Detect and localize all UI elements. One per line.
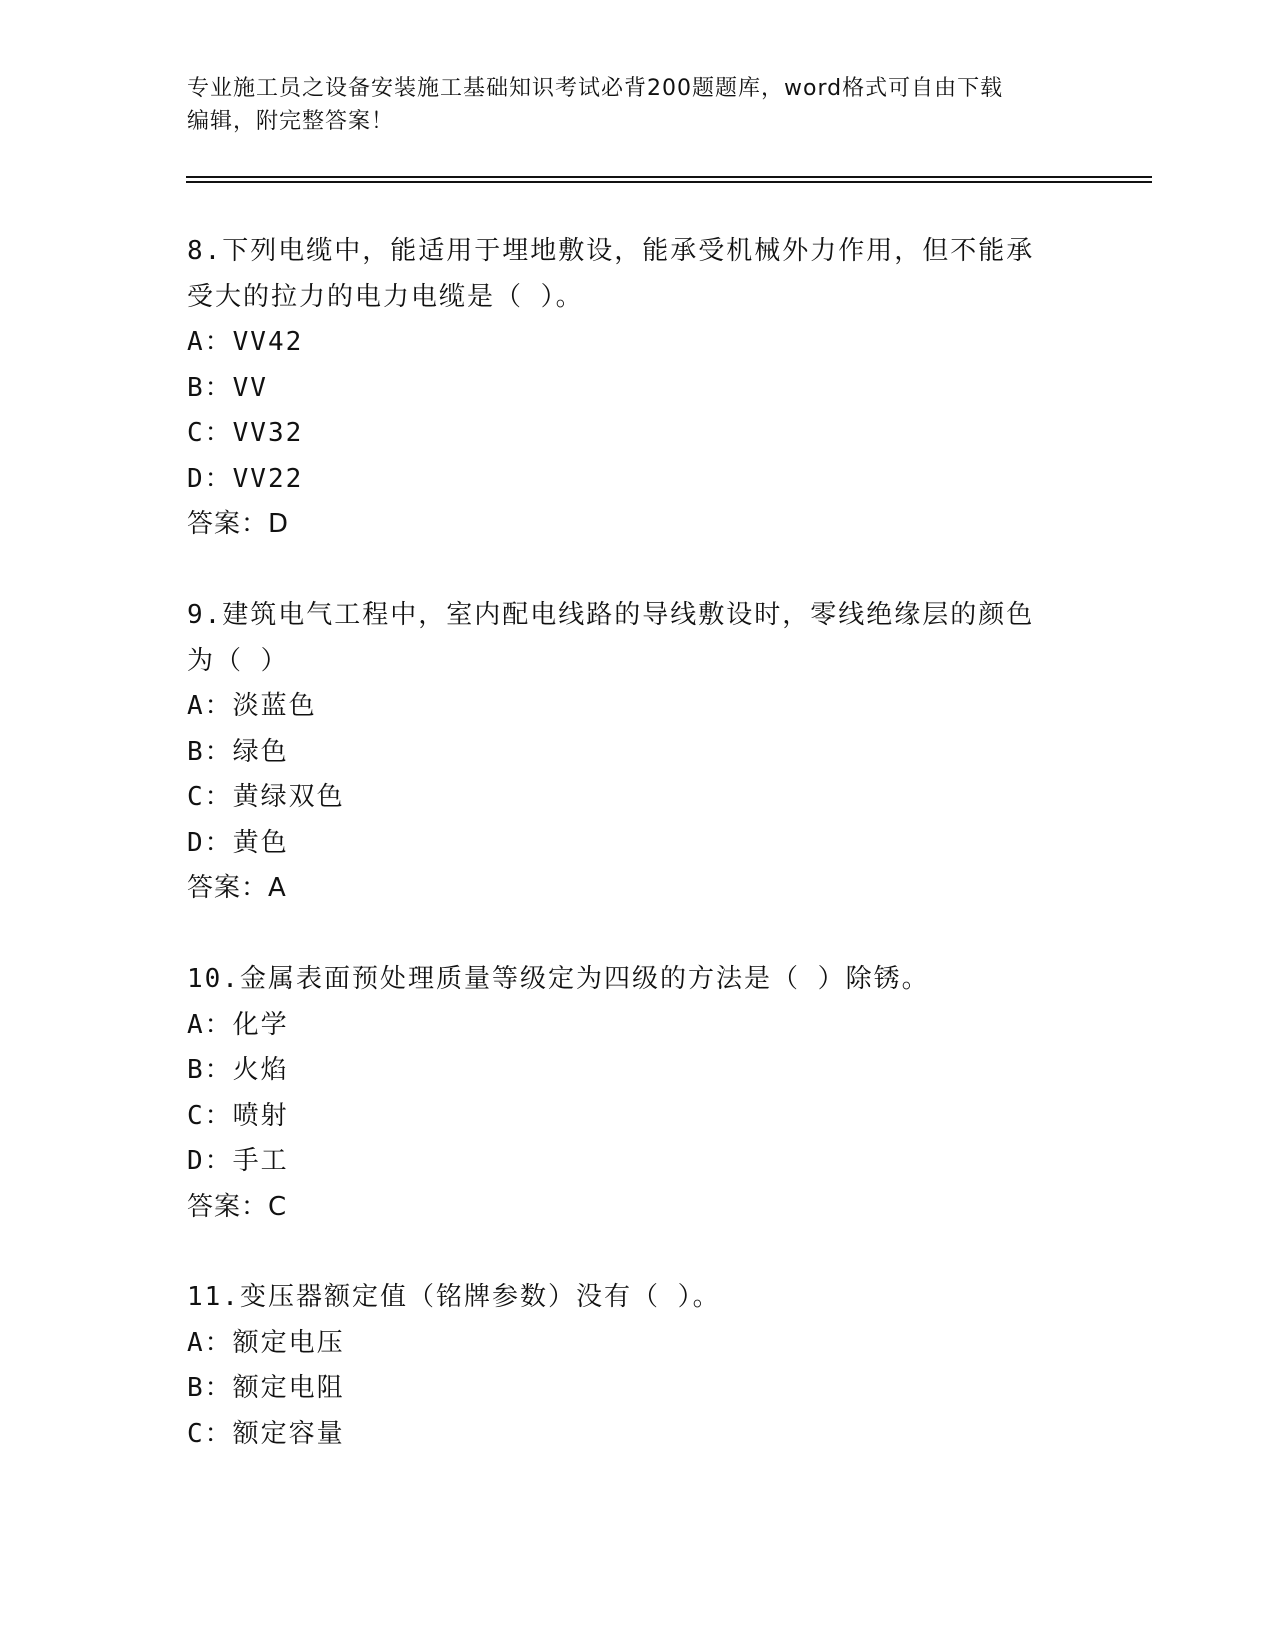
header-divider-bottom xyxy=(186,181,1152,183)
question-9 xyxy=(187,593,1087,912)
option-b: B：绿色 xyxy=(187,736,289,767)
option-d: D：黄色 xyxy=(187,827,289,858)
answer: 答案：D xyxy=(187,509,290,539)
option-d: D：VV22 xyxy=(187,463,304,494)
option-c: C：VV32 xyxy=(187,418,304,448)
option-a: A：VV42 xyxy=(187,327,304,357)
question-text: 受大的拉力的电力电缆是（ ）。 xyxy=(187,281,584,312)
question-text: 9.建筑电气工程中，室内配电线路的导线敷设时，零线绝缘层的颜色 xyxy=(187,600,1035,630)
question-text: 10.金属表面预处理质量等级定为四级的方法是（ ）除锈。 xyxy=(187,964,930,994)
option-c: C：喷射 xyxy=(187,1100,289,1131)
header-divider-top xyxy=(186,176,1152,178)
question-text: 为（ ） xyxy=(187,645,289,676)
header-title-line-2: 编辑，附完整答案！ xyxy=(187,109,395,134)
option-a: A：额定电压 xyxy=(187,1327,345,1358)
option-c: C：黄绿双色 xyxy=(187,782,345,812)
question-8 xyxy=(187,229,1087,548)
question-text: 8.下列电缆中，能适用于埋地敷设，能承受机械外力作用，但不能承 xyxy=(187,236,1035,266)
header-title-line-1: 专业施工员之设备安装施工基础知识考试必背200题题库，word格式可自由下载 xyxy=(187,76,1004,101)
option-d: D：手工 xyxy=(187,1146,289,1176)
question-10 xyxy=(187,957,1087,1230)
option-b: B：额定电阻 xyxy=(187,1373,345,1403)
option-c: C：额定容量 xyxy=(187,1418,345,1449)
answer: 答案：C xyxy=(187,1191,288,1222)
option-b: B：火焰 xyxy=(187,1055,289,1085)
option-b: B：VV xyxy=(187,372,268,403)
option-a: A：化学 xyxy=(187,1009,289,1040)
question-text: 11.变压器额定值（铭牌参数）没有（ ）。 xyxy=(187,1282,721,1312)
option-a: A：淡蓝色 xyxy=(187,691,317,721)
answer: 答案：A xyxy=(187,873,287,903)
document-header xyxy=(187,72,1067,138)
question-11 xyxy=(187,1275,1087,1457)
